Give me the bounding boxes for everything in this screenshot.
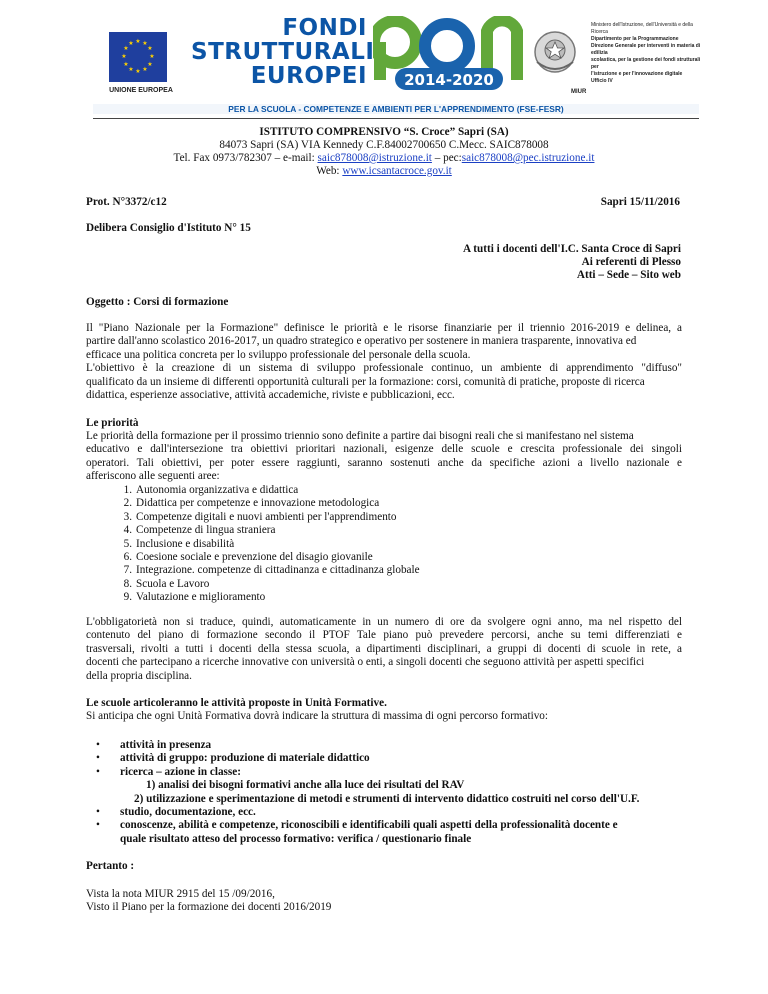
list-number: 7. (123, 564, 132, 577)
institute-contacts (0, 152, 768, 165)
pon-logo (373, 16, 525, 104)
list-text: Competenze digitali e nuovi ambienti per l'apprendimento (136, 510, 397, 523)
bullet-item (86, 752, 706, 765)
paragraph-line: afferiscono alle seguenti aree: (86, 470, 220, 483)
list-text: Integrazione. competenze di cittadinanza e cittadinanza globale (136, 564, 420, 577)
svg-text:★: ★ (123, 45, 129, 52)
pon-years: 2014-2020 (404, 71, 494, 89)
paragraph-line: Le priorità della formazione per il prossimo triennio sono definite a partire dai bisogni reali che si manifestano nel sistema (86, 430, 634, 442)
list-number: 4. (123, 524, 132, 537)
svg-text:★: ★ (147, 61, 153, 68)
ministry-text (591, 22, 701, 85)
eu-flag-icon (109, 32, 167, 82)
delibera-title: Delibera Consiglio d'Istituto N° 15 (86, 222, 251, 234)
contact-prefix: Tel. Fax 0973/782307 – e-mail: (173, 152, 318, 164)
list-item (86, 551, 686, 564)
bullet-icon: • (96, 805, 100, 818)
banner-strip: PER LA SCUOLA - COMPETENZE E AMBIENTI PER L'APPRENDIMENTO (FSE-FESR) (93, 104, 699, 114)
list-number: 6. (123, 550, 132, 563)
recipient-line: Ai referenti di Plesso (581, 256, 681, 268)
svg-text:★: ★ (128, 40, 134, 47)
svg-text:★: ★ (142, 40, 148, 47)
obbligatorieta-paragraph (86, 616, 682, 683)
paragraph-line: Il "Piano Nazionale per la Formazione" definisce le priorità e le risorse finanziarie per il triennio 2016-2019 e delinea, a (86, 322, 682, 334)
bullet-icon: • (96, 752, 100, 765)
list-item (86, 538, 686, 551)
list-item (86, 497, 686, 510)
institute-address: 84073 Sapri (SA) VIA Kennedy C.F.84002700650 C.Mecc. SAIC878008 (219, 139, 549, 151)
vista-line: Vista la nota MIUR 2915 del 15 /09/2016, (86, 888, 275, 900)
bullet-icon: • (96, 739, 100, 751)
institute-web (0, 165, 768, 178)
list-number: 3. (123, 510, 132, 523)
header-divider (93, 118, 699, 119)
svg-text:★: ★ (135, 38, 141, 45)
institute-name: ISTITUTO COMPRENSIVO “S. Croce” Sapri (SA) (259, 126, 509, 138)
svg-text:★: ★ (121, 53, 127, 60)
svg-text:★: ★ (142, 66, 148, 73)
protocol-number: Prot. N°3372/c12 (86, 196, 167, 208)
eu-label: UNIONE EUROPEA (109, 87, 173, 94)
list-item (86, 564, 686, 577)
list-item (86, 511, 686, 524)
list-text: Scuola e Lavoro (136, 577, 210, 590)
list-number: 2. (123, 497, 132, 510)
list-item (86, 484, 686, 497)
paragraph-line: L'obbligatorietà non si traduce, quindi, automaticamente in un numero di ore da svolgere ogni anno, ma nel rispetto del (86, 616, 682, 628)
bullet-text: ricerca – azione in classe: (120, 765, 241, 778)
bullet-subitem (86, 793, 706, 806)
document-date: Sapri 15/11/2016 (600, 196, 680, 208)
paragraph-line: contenuto del piano di formazione secondo il PTOF Tale piano può prevedere percorsi, anche su temi differenziati e (86, 629, 682, 642)
recipient-line: Atti – Sede – Sito web (576, 269, 681, 281)
list-text: Inclusione e disabilità (136, 537, 235, 550)
ministry-line: Direzione Generale per interventi in materia di edilizia (591, 43, 701, 56)
bullet-subtext: 2) utilizzazione e sperimentazione di metodi e strumenti di intervento didattico costruiti nel corso dell'U.F. (134, 792, 640, 805)
web-prefix: Web: (316, 165, 343, 177)
bullet-subitem (86, 779, 706, 792)
svg-text:★: ★ (128, 66, 134, 73)
fondi-line: STRUTTURALI (191, 39, 375, 65)
fondi-line: EUROPEI (250, 63, 367, 89)
priorita-paragraph (86, 430, 682, 484)
paragraph-line: partire dall'anno scolastico 2016-2017, un quadro strategico e operativo per sostenere in maniera trasparente, innovativa ed (86, 335, 637, 348)
svg-text:★: ★ (123, 61, 129, 68)
ministry-line: scolastica, per la gestione dei fondi strutturali per (591, 57, 701, 70)
bullet-item (86, 766, 706, 779)
list-number: 5. (123, 537, 132, 550)
bullet-text: quale risultato atteso del processo formativo: verifica / questionario finale (120, 832, 472, 845)
bullet-subtext: 1) analisi dei bisogni formativi anche alla luce dei risultati del RAV (146, 779, 465, 792)
paragraph-line: qualificato da un insieme di differenti opportunità culturali per la formazione: corsi, comunità di pratiche, proposte di ricerca (86, 375, 645, 388)
fondi-strutturali-title (191, 15, 375, 89)
paragraph-line: docenti che partecipano a ricerche innovative con università o enti, a singoli docenti che seguono attività per aspetti specifici (86, 656, 645, 669)
bullet-item (86, 819, 706, 832)
pec-link[interactable]: saic878008@pec.istruzione.it (461, 152, 595, 164)
recipient-line: A tutti i docenti dell'I.C. Santa Croce di Sapri (463, 243, 681, 255)
bullet-icon: • (96, 819, 100, 832)
pertanto-heading: Pertanto : (86, 860, 135, 872)
miur-label: MIUR (571, 89, 587, 95)
aree-list (86, 484, 686, 605)
list-number: 8. (123, 577, 132, 590)
ministry-line: Ministero dell'Istruzione, dell'Università e della Ricerca (591, 22, 693, 35)
list-text: Autonomia organizzativa e didattica (136, 484, 299, 496)
list-number: 1. (123, 484, 132, 496)
svg-text:★: ★ (149, 53, 155, 60)
unita-intro: Si anticipa che ogni Unità Formativa dovrà indicare la struttura di massima di ogni percorso formativo: (86, 710, 548, 722)
ministry-line: l'istruzione e per l'innovazione digitale (591, 71, 683, 77)
website-link[interactable]: www.icsantacroce.gov.it (342, 165, 452, 177)
email-link[interactable]: saic878008@istruzione.it (317, 152, 432, 164)
svg-text:★: ★ (147, 45, 153, 52)
bullet-continuation (86, 833, 706, 846)
visto-line: Visto il Piano per la formazione dei docenti 2016/2019 (86, 901, 332, 913)
bullet-text: studio, documentazione, ecc. (120, 805, 256, 818)
paragraph-line: operatori. Tali obiettivi, per poter essere raggiunti, saranno sostenuti anche da specifiche azioni a livello nazionale e (86, 456, 682, 469)
subject-line: Oggetto : Corsi di formazione (86, 296, 229, 308)
unita-title: Le scuole articoleranno le attività proposte in Unità Formative. (86, 697, 387, 709)
bullet-text: conoscenze, abilità e competenze, riconoscibili e identificabili quali aspetti della professionalità docente e (120, 819, 618, 832)
paragraph-line: L'obiettivo è la creazione di un sistema di sviluppo professionale continuo, un ambiente di apprendimento "diffuso" (86, 362, 682, 375)
list-text: Didattica per competenze e innovazione metodologica (136, 497, 380, 510)
bullet-text: attività in presenza (120, 739, 212, 751)
paragraph-line: della propria disciplina. (86, 669, 192, 682)
pon-banner (93, 14, 699, 114)
intro-paragraph (86, 322, 682, 402)
priorita-title: Le priorità (86, 417, 139, 429)
ministry-line: Ufficio IV (591, 78, 613, 84)
list-text: Valutazione e miglioramento (136, 591, 266, 604)
bullet-item (86, 739, 706, 752)
ministry-line: Dipartimento per la Programmazione (591, 36, 679, 42)
bullet-text: attività di gruppo: produzione di materiale didattico (120, 752, 370, 765)
list-text: Coesione sociale e prevenzione del disagio giovanile (136, 550, 373, 563)
bullet-icon: • (96, 765, 100, 778)
list-number: 9. (123, 591, 132, 604)
list-item (86, 591, 686, 604)
paragraph-line: educativo e dall'intersezione tra obiettivi prioritari nazionali, esigenze delle scuole e crescita professionale dei singoli (86, 443, 682, 456)
paragraph-line: trasversali, rivolti a tutti i docenti della stessa scuola, a dipartimenti disciplinari, a gruppi di docenti di scuole in rete, a (86, 642, 682, 655)
svg-text:★: ★ (135, 68, 141, 75)
list-text: Competenze di lingua straniera (136, 524, 276, 537)
paragraph-line: efficace una politica concreta per lo sviluppo professionale del personale della scuola. (86, 348, 471, 361)
bullet-item (86, 806, 706, 819)
paragraph-line: didattica, esperienze associative, attività accademiche, riviste e pubblicazioni, ecc. (86, 389, 455, 402)
list-item (86, 578, 686, 591)
bullet-list (86, 739, 706, 846)
fondi-line: FONDI (282, 15, 367, 41)
contact-mid: – pec: (431, 152, 462, 164)
list-item (86, 524, 686, 537)
italian-republic-emblem-icon (529, 26, 581, 78)
